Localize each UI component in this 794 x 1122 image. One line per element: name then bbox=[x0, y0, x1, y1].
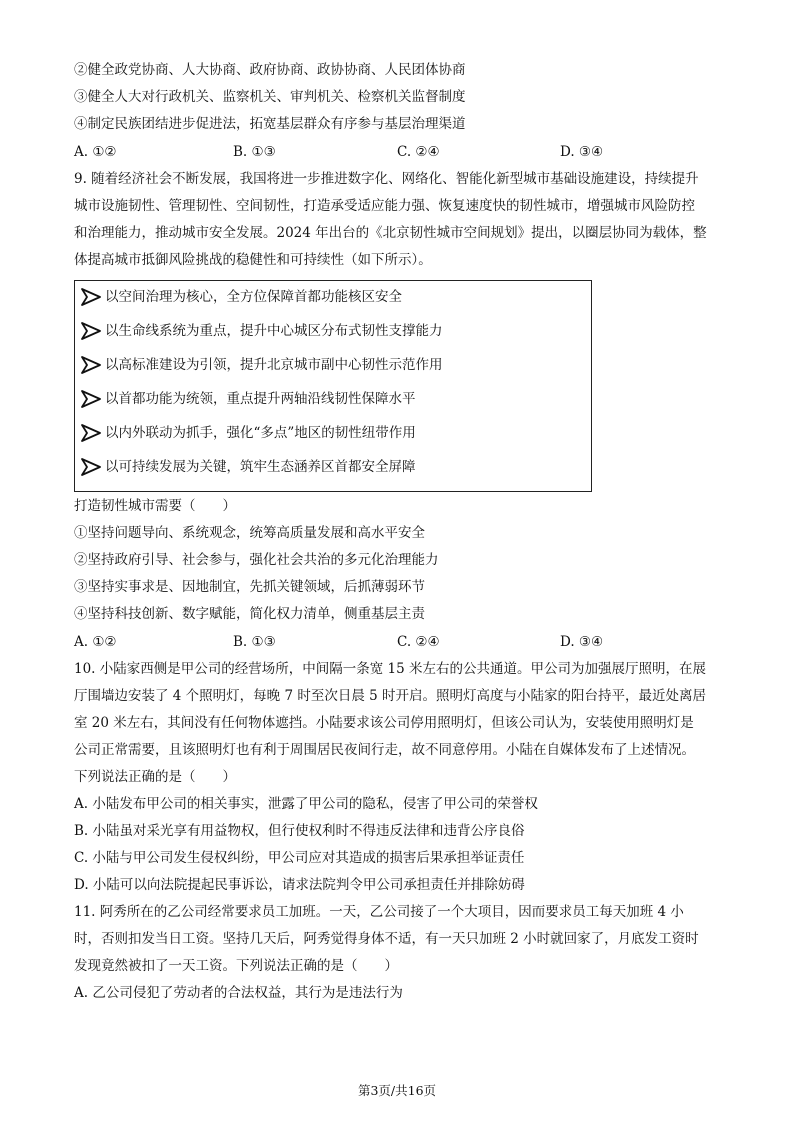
q10-option-b[interactable]: B. 小陆虽对采光享有用益物权，但行使权利时不得违反法律和违背公序良俗 bbox=[74, 823, 525, 839]
q9-choice-b[interactable]: B. ①③ bbox=[233, 634, 276, 650]
q9-choices bbox=[74, 632, 724, 652]
q10-option-a[interactable]: A. 小陆发布甲公司的相关事实，泄露了甲公司的隐私，侵害了甲公司的荣誉权 bbox=[74, 796, 538, 812]
q11-option-a[interactable]: A. 乙公司侵犯了劳动者的合法权益，其行为是违法行为 bbox=[74, 985, 403, 1001]
plan-item-text: 以高标准建设为引领，提升北京城市副中心韧性示范作用 bbox=[105, 357, 443, 373]
q9-option-1: ①坚持问题导向、系统观念，统筹高质量发展和高水平安全 bbox=[74, 525, 425, 541]
q8-choice-d[interactable]: D. ③④ bbox=[560, 144, 604, 160]
q9-stem-line-2: 城市设施韧性、管理韧性、空间韧性，打造承受适应能力强、恢复速度快的韧性城市，增强城市风险防控 bbox=[74, 198, 695, 214]
page-number-footer: 第3页/共16页 bbox=[357, 1083, 437, 1098]
q9-stem-line-1: 9. 随着经济社会不断发展，我国将进一步推进数字化、网络化、智能化新型城市基础设施建设，持续提升 bbox=[74, 171, 699, 187]
arrow-bullet-icon bbox=[81, 288, 101, 306]
q10-option-d[interactable]: D. 小陆可以向法院提起民事诉讼，请求法院判令甲公司承担责任并排除妨碍 bbox=[74, 877, 525, 893]
q8-option-2: ②健全政党协商、人大协商、政府协商、政协协商、人民团体协商 bbox=[74, 62, 466, 78]
plan-item-text: 以内外联动为抓手，强化“多点”地区的韧性纽带作用 bbox=[105, 425, 416, 441]
q9-question: 打造韧性城市需要（ ） bbox=[74, 498, 236, 514]
arrow-bullet-icon bbox=[81, 390, 101, 408]
q10-stem-line-3: 室 20 米左右，其间没有任何物体遮挡。小陆要求该公司停用照明灯，但该公司认为，安装使用照明灯是 bbox=[74, 715, 694, 731]
arrow-bullet-icon bbox=[81, 322, 101, 340]
q10-stem-line-5: 下列说法正确的是（ ） bbox=[74, 769, 236, 785]
q9-choice-c[interactable]: C. ②④ bbox=[397, 634, 440, 650]
q11-stem-line-2: 时，否则扣发当日工资。坚持几天后，阿秀觉得身体不适，有一天只加班 2 小时就回家了，月底发工资时 bbox=[74, 931, 699, 947]
q8-choices bbox=[74, 142, 724, 162]
plan-item-text: 以可持续发展为关键，筑牢生态涵养区首都安全屏障 bbox=[105, 459, 416, 475]
q9-option-2: ②坚持政府引导、社会参与，强化社会共治的多元化治理能力 bbox=[74, 552, 439, 568]
q9-plan-box bbox=[74, 280, 592, 492]
q11-stem-line-3: 发现竟然被扣了一天工资。下列说法正确的是（ ） bbox=[74, 958, 398, 974]
q8-option-3: ③健全人大对行政机关、监察机关、审判机关、检察机关监督制度 bbox=[74, 89, 466, 105]
q8-choice-c[interactable]: C. ②④ bbox=[397, 144, 440, 160]
q9-option-4: ④坚持科技创新、数字赋能，简化权力清单，侧重基层主责 bbox=[74, 606, 425, 622]
q9-choice-a[interactable]: A. ①② bbox=[74, 634, 117, 650]
arrow-bullet-icon bbox=[81, 458, 101, 476]
q9-stem-line-4: 体提高城市抵御风险挑战的稳健性和可持续性（如下所示）。 bbox=[74, 252, 432, 268]
arrow-bullet-icon bbox=[81, 356, 101, 374]
arrow-bullet-icon bbox=[81, 424, 101, 442]
q9-choice-d[interactable]: D. ③④ bbox=[560, 634, 604, 650]
q10-stem-line-4: 公司正常需要，且该照明灯也有利于周围居民夜间行走，故不同意停用。小陆在自媒体发布了上述情况。 bbox=[74, 742, 695, 758]
q10-option-c[interactable]: C. 小陆与甲公司发生侵权纠纷，甲公司应对其造成的损害后果承担举证责任 bbox=[74, 850, 525, 866]
q11-stem-line-1: 11. 阿秀所在的乙公司经常要求员工加班。一天，乙公司接了一个大项目，因而要求员工每天加班 4 小 bbox=[74, 904, 684, 920]
q9-option-3: ③坚持实事求是、因地制宜，先抓关键领域，后抓薄弱环节 bbox=[74, 579, 425, 595]
q10-stem-line-1: 10. 小陆家西侧是甲公司的经营场所，中间隔一条宽 15 米左右的公共通道。甲公司为加强展厅照明，在展 bbox=[74, 661, 707, 677]
plan-item-text: 以首都功能为统领，重点提升两轴沿线韧性保障水平 bbox=[105, 391, 416, 407]
plan-item-text: 以生命线系统为重点，提升中心城区分布式韧性支撑能力 bbox=[105, 323, 443, 339]
q8-choice-b[interactable]: B. ①③ bbox=[233, 144, 276, 160]
plan-item-text: 以空间治理为核心，全方位保障首都功能核区安全 bbox=[105, 289, 402, 305]
q9-stem-line-3: 和治理能力，推动城市安全发展。2024 年出台的《北京韧性城市空间规划》提出，以圈层协同为载体，整 bbox=[74, 225, 707, 241]
q8-option-4: ④制定民族团结进步促进法，拓宽基层群众有序参与基层治理渠道 bbox=[74, 116, 466, 132]
q10-stem-line-2: 厅围墙边安装了 4 个照明灯，每晚 7 时至次日晨 5 时开启。照明灯高度与小陆家的阳台持平，最近处离居 bbox=[74, 688, 707, 704]
q8-choice-a[interactable]: A. ①② bbox=[74, 144, 117, 160]
